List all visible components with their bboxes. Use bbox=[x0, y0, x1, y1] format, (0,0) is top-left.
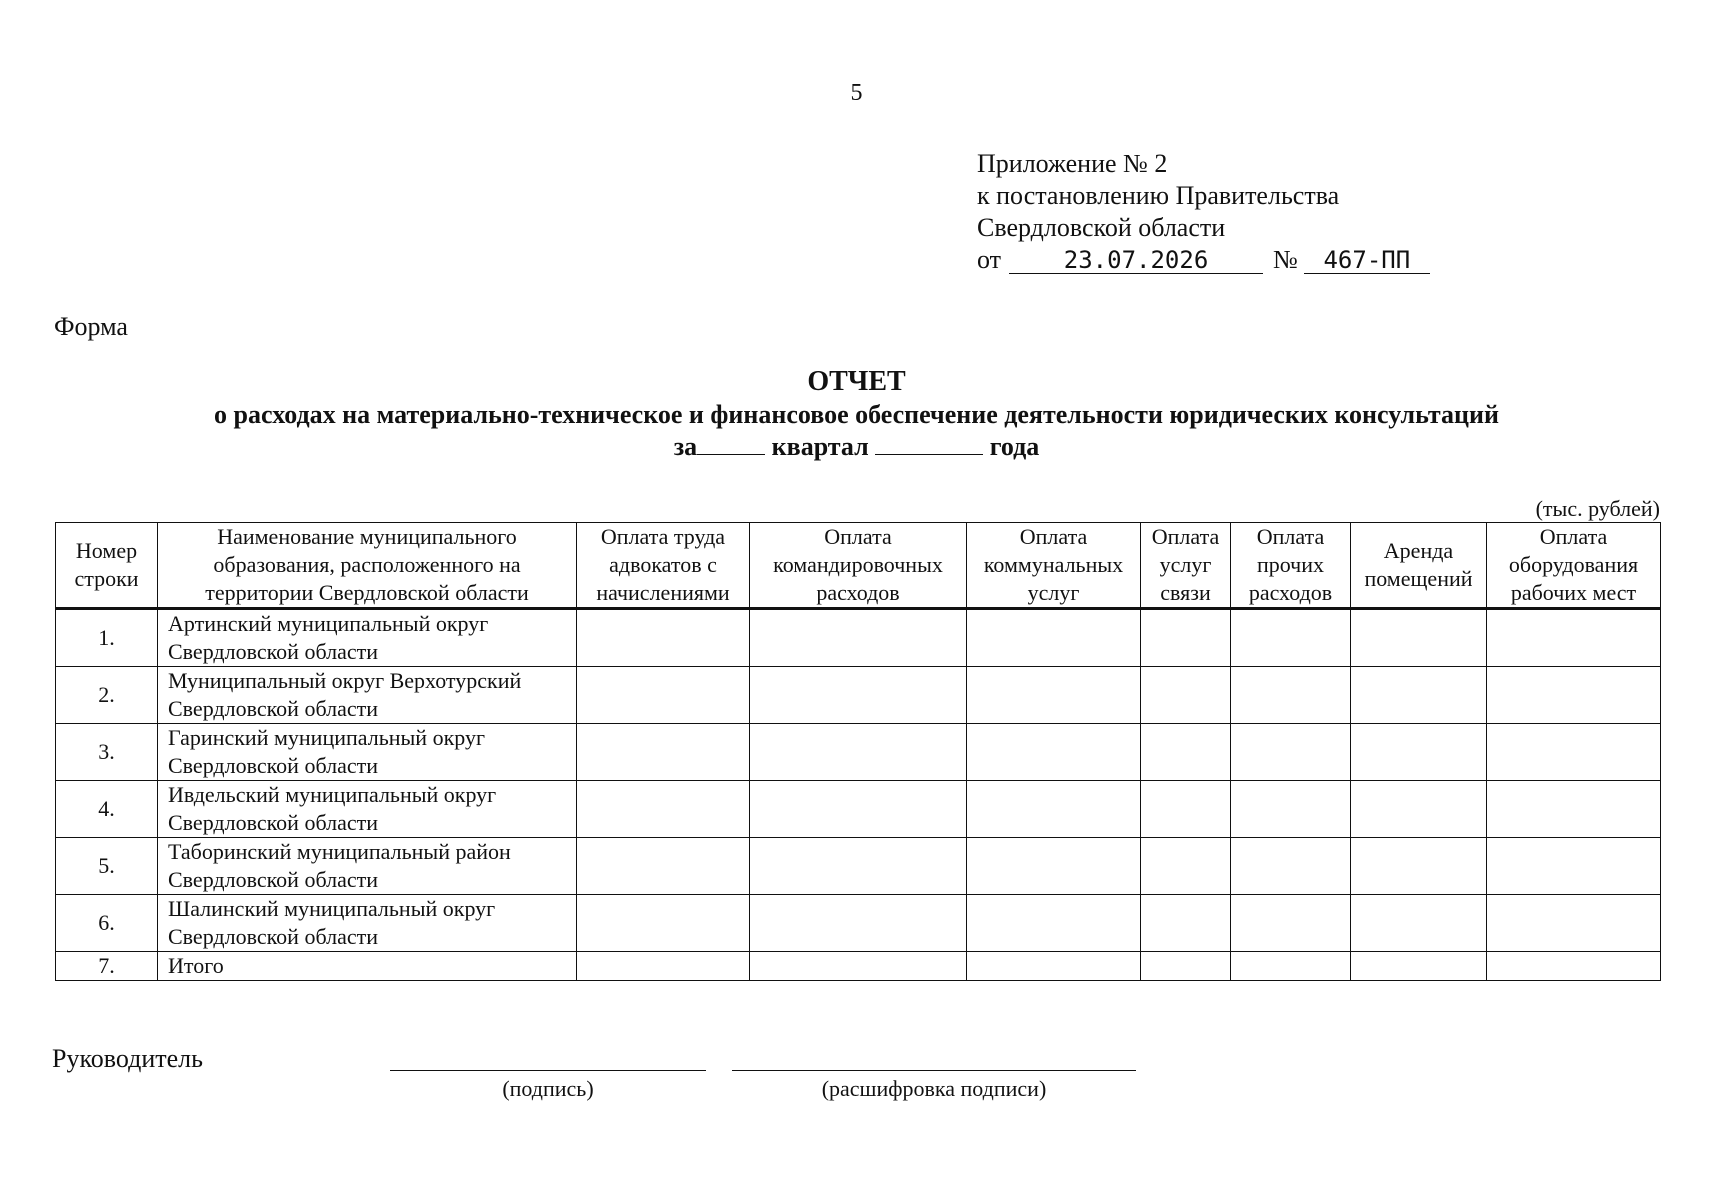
municipality-name-line-2: Свердловской области bbox=[168, 867, 378, 892]
header-travel-expenses: Оплата командировочных расходов bbox=[750, 523, 967, 609]
header-workplace-equipment: Оплата оборудования рабочих мест bbox=[1487, 523, 1661, 609]
cell-travel-expenses[interactable] bbox=[750, 609, 967, 667]
cell-utilities[interactable] bbox=[967, 724, 1141, 781]
cell-travel-expenses[interactable] bbox=[750, 781, 967, 838]
signature-line[interactable] bbox=[390, 1070, 706, 1071]
cell-utilities[interactable] bbox=[967, 838, 1141, 895]
cell-lawyer-pay[interactable] bbox=[577, 952, 750, 981]
row-number: 4. bbox=[56, 781, 158, 838]
date-prefix: от bbox=[977, 245, 1002, 274]
year-blank bbox=[875, 432, 983, 455]
table-header-row bbox=[56, 523, 1661, 609]
table-row bbox=[56, 838, 1661, 895]
units-label: (тыс. рублей) bbox=[1535, 496, 1660, 521]
cell-travel-expenses[interactable] bbox=[750, 667, 967, 724]
cell-premises-rent[interactable] bbox=[1351, 781, 1487, 838]
table-row bbox=[56, 895, 1661, 952]
appendix-block bbox=[977, 148, 1430, 276]
cell-communications[interactable] bbox=[1141, 952, 1231, 981]
row-number: 3. bbox=[56, 724, 158, 781]
cell-lawyer-pay[interactable] bbox=[577, 895, 750, 952]
cell-workplace-equipment[interactable] bbox=[1487, 609, 1661, 667]
cell-premises-rent[interactable] bbox=[1351, 895, 1487, 952]
table-row bbox=[56, 609, 1661, 667]
municipality-name-line-2: Свердловской области bbox=[168, 810, 378, 835]
report-title: ОТЧЕТ bbox=[807, 366, 906, 397]
table-row bbox=[56, 724, 1661, 781]
form-label: Форма bbox=[54, 312, 128, 341]
municipality-name-line-2: Свердловской области bbox=[168, 696, 378, 721]
cell-premises-rent[interactable] bbox=[1351, 609, 1487, 667]
cell-lawyer-pay[interactable] bbox=[577, 838, 750, 895]
cell-lawyer-pay[interactable] bbox=[577, 781, 750, 838]
number-prefix: № bbox=[1273, 245, 1298, 274]
municipality-name bbox=[158, 838, 577, 895]
row-number: 1. bbox=[56, 609, 158, 667]
cell-utilities[interactable] bbox=[967, 781, 1141, 838]
cell-other-expenses[interactable] bbox=[1231, 952, 1351, 981]
cell-premises-rent[interactable] bbox=[1351, 667, 1487, 724]
signature-decode-line[interactable] bbox=[732, 1070, 1136, 1071]
cell-travel-expenses[interactable] bbox=[750, 838, 967, 895]
cell-workplace-equipment[interactable] bbox=[1487, 667, 1661, 724]
signature-decode-caption: (расшифровка подписи) bbox=[821, 1076, 1047, 1101]
cell-premises-rent[interactable] bbox=[1351, 952, 1487, 981]
cell-workplace-equipment[interactable] bbox=[1487, 781, 1661, 838]
cell-communications[interactable] bbox=[1141, 838, 1231, 895]
municipality-name-line-2: Свердловской области bbox=[168, 924, 378, 949]
cell-travel-expenses[interactable] bbox=[750, 724, 967, 781]
page-number: 5 bbox=[850, 80, 863, 106]
cell-travel-expenses[interactable] bbox=[750, 952, 967, 981]
cell-communications[interactable] bbox=[1141, 609, 1231, 667]
cell-communications[interactable] bbox=[1141, 667, 1231, 724]
decree-number: 467-ПП bbox=[1304, 247, 1430, 274]
header-communications: Оплата услуг связи bbox=[1141, 523, 1231, 609]
table-row bbox=[56, 781, 1661, 838]
cell-lawyer-pay[interactable] bbox=[577, 724, 750, 781]
report-table bbox=[55, 522, 1661, 981]
appendix-line-1: Приложение № 2 bbox=[977, 149, 1168, 178]
cell-communications[interactable] bbox=[1141, 781, 1231, 838]
cell-communications[interactable] bbox=[1141, 724, 1231, 781]
period-prefix: за bbox=[673, 432, 698, 461]
cell-other-expenses[interactable] bbox=[1231, 609, 1351, 667]
cell-other-expenses[interactable] bbox=[1231, 667, 1351, 724]
quarter-blank bbox=[697, 432, 765, 455]
municipality-name bbox=[158, 667, 577, 724]
period-year-label: года bbox=[989, 432, 1040, 461]
row-number: 6. bbox=[56, 895, 158, 952]
cell-workplace-equipment[interactable] bbox=[1487, 724, 1661, 781]
municipality-name-line-2: Свердловской области bbox=[168, 753, 378, 778]
cell-premises-rent[interactable] bbox=[1351, 838, 1487, 895]
row-number: 7. bbox=[56, 952, 158, 981]
cell-lawyer-pay[interactable] bbox=[577, 609, 750, 667]
municipality-name bbox=[158, 895, 577, 952]
municipality-name-line-1: Артинский муниципальный округ bbox=[168, 611, 489, 636]
municipality-name-line-1: Шалинский муниципальный округ bbox=[168, 896, 496, 921]
municipality-name-line-1: Гаринский муниципальный округ bbox=[168, 725, 485, 750]
header-row-number: Номер строки bbox=[56, 523, 158, 609]
header-premises-rent: Аренда помещений bbox=[1351, 523, 1487, 609]
cell-utilities[interactable] bbox=[967, 609, 1141, 667]
cell-other-expenses[interactable] bbox=[1231, 895, 1351, 952]
municipality-name-line-1: Муниципальный округ Верхотурский bbox=[168, 668, 522, 693]
municipality-name-line-1: Таборинский муниципальный район bbox=[168, 839, 511, 864]
total-label: Итого bbox=[158, 952, 577, 981]
municipality-name bbox=[158, 724, 577, 781]
cell-workplace-equipment[interactable] bbox=[1487, 952, 1661, 981]
header-utilities: Оплата коммунальных услуг bbox=[967, 523, 1141, 609]
cell-premises-rent[interactable] bbox=[1351, 724, 1487, 781]
cell-workplace-equipment[interactable] bbox=[1487, 895, 1661, 952]
cell-other-expenses[interactable] bbox=[1231, 724, 1351, 781]
cell-utilities[interactable] bbox=[967, 667, 1141, 724]
cell-travel-expenses[interactable] bbox=[750, 895, 967, 952]
municipality-name-line-2: Свердловской области bbox=[168, 639, 378, 664]
cell-other-expenses[interactable] bbox=[1231, 781, 1351, 838]
cell-other-expenses[interactable] bbox=[1231, 838, 1351, 895]
signer-label: Руководитель bbox=[52, 1044, 203, 1073]
header-lawyer-pay: Оплата труда адвокатов с начислениями bbox=[577, 523, 750, 609]
signature-caption: (подпись) bbox=[502, 1076, 594, 1101]
municipality-name bbox=[158, 609, 577, 667]
row-number: 2. bbox=[56, 667, 158, 724]
report-period bbox=[0, 431, 1713, 463]
municipality-name bbox=[158, 781, 577, 838]
municipality-name-line-1: Ивдельский муниципальный округ bbox=[168, 782, 497, 807]
report-title-block bbox=[0, 365, 1713, 463]
cell-utilities[interactable] bbox=[967, 952, 1141, 981]
cell-utilities[interactable] bbox=[967, 895, 1141, 952]
appendix-line-2: к постановлению Правительства bbox=[977, 181, 1340, 210]
table-total-row bbox=[56, 952, 1661, 981]
appendix-line-3: Свердловской области bbox=[977, 213, 1226, 242]
period-quarter-label: квартал bbox=[771, 432, 869, 461]
cell-workplace-equipment[interactable] bbox=[1487, 838, 1661, 895]
header-other-expenses: Оплата прочих расходов bbox=[1231, 523, 1351, 609]
cell-communications[interactable] bbox=[1141, 895, 1231, 952]
decree-date: 23.07.2026 bbox=[1009, 247, 1263, 274]
appendix-date-line bbox=[977, 244, 1430, 276]
table-row bbox=[56, 667, 1661, 724]
report-subtitle: о расходах на материально-техническое и финансовое обеспечение деятельности юридических консультаций bbox=[214, 400, 1499, 429]
row-number: 5. bbox=[56, 838, 158, 895]
cell-lawyer-pay[interactable] bbox=[577, 667, 750, 724]
header-municipality: Наименование муниципального образования, расположенного на территории Свердловской области bbox=[158, 523, 577, 609]
